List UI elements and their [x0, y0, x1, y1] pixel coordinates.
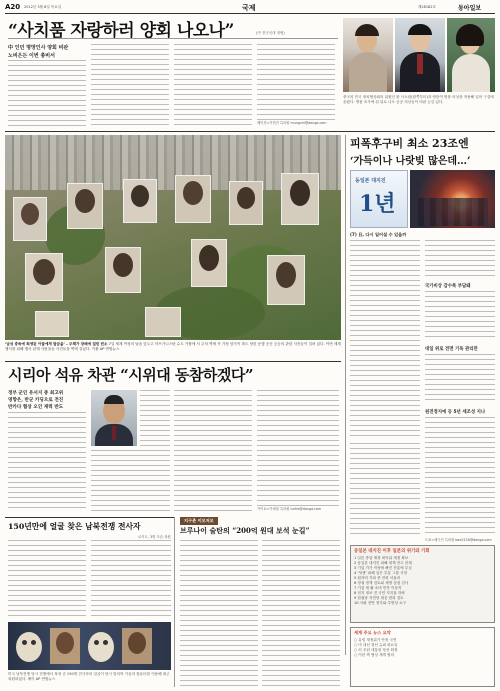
small-box-item: ○ 러 푸틴 대통령 당선 확정: [354, 648, 398, 652]
top-subhead-2: 노비은든 이번 총비서: [8, 53, 55, 59]
top-story-col-3: [174, 44, 252, 126]
syria-portrait: [91, 390, 137, 446]
feature-caption-text: 7일 세계 여성의 날을 앞두고 아프가니스탄 수도 카불에 서 주차 벽에 꼭 가정 암가족 복도 당한 동행 곳곳 등등의 관련 사진들이 걸려 있다. 이번 세계 행사를 위해 행사 관계 사람을들 사진들을 벽에 걸었다.: [5, 342, 341, 351]
feature-caption-sub: 주책가 장배에 걸린 빈소: [69, 342, 108, 346]
lower-divider: [174, 517, 175, 687]
small-box: [350, 627, 495, 687]
japan-byline-end: 도쿄=배극인 특파원 bae2150@donga.com: [425, 538, 492, 542]
syria-subhead-2: 영향은, 반군 카딩으로 전진: [8, 398, 64, 403]
top-byline: 베이징=이헌진 특파원 mungchi@donga.com: [257, 121, 327, 125]
japan-section-b: 대일 위로 전면 기독 관리만: [425, 347, 478, 352]
small-box-item: ○ 미 대선 경선 슈퍼 화요일: [354, 643, 398, 647]
sidebar-item: 9 집권당 자민당 대응 변화 검토: [354, 596, 404, 600]
excavation-col-2: [91, 540, 171, 618]
japan-badge-label: 동일본 대지진: [355, 178, 386, 184]
feature-credit: 카불 AP 연합뉴스: [91, 347, 120, 351]
right-column-divider: [345, 135, 346, 655]
small-box-list: [354, 638, 493, 658]
sidebar-box-list: [354, 556, 493, 606]
excavation-rule: [5, 517, 175, 518]
feature-photo: [5, 135, 341, 340]
japan-col-2c: [425, 354, 495, 404]
sidebar-item: 6 정권 정책 검토와 재생 점점 검사: [354, 581, 409, 585]
japan-section-a: 국가비상 감수록 부담돼: [425, 284, 471, 289]
sidebar-box: [350, 545, 495, 623]
syria-col-2a: [140, 390, 170, 446]
sidebar-item: 2 동일본 대지진 피해 대책 잔고 한계: [354, 561, 412, 565]
excavation-headline: 150년만에 얼굴 찾은 남북전쟁 전사자: [8, 522, 141, 531]
feature-caption: [5, 342, 341, 352]
syria-col-3: [174, 390, 252, 512]
japan-col-2b: [425, 291, 495, 341]
feature-caption-bold: ‘남성 중독에 희생된 아들에게 달금을’ –: [5, 342, 68, 346]
page-number: A20: [5, 3, 21, 11]
section-title: 국제: [242, 4, 256, 12]
japan-col-1b: [350, 443, 420, 535]
sidebar-item: 10 사회 전반 정부와 투명성 요구: [354, 601, 406, 605]
syria-headline: 시리아 석유 차관 “시위대 동참하겠다”: [8, 366, 253, 384]
excavation-photo: [8, 622, 171, 670]
japan-col-1: [350, 240, 420, 438]
syria-col-2: [91, 450, 170, 512]
japan-byline: (7) 日, 다시 일어설 수 있을까: [350, 232, 407, 237]
syria-col-4: [257, 390, 339, 506]
excavation-headline-note: 로이트, 3명 모습 복원: [138, 535, 171, 539]
sidebar-item: 5 원자력 기타 중 전화 서둘러: [354, 576, 401, 580]
japan-badge: [350, 170, 408, 228]
japan-badge-year: 1년: [359, 191, 396, 217]
top-story-col-2: [91, 44, 169, 126]
japan-subhead: ‘가득이나 나랏빚 많은데…’: [350, 156, 471, 167]
sidebar-item: 3 기업 가가 작성에 빠진 진흥에 부심: [354, 566, 412, 570]
korea-col-2: [262, 540, 340, 687]
top-headline: “사치품 자랑하러 양회 나오나”: [8, 21, 234, 41]
japan-headline: 피폭후구비 최소 23조엔: [350, 137, 469, 150]
header-rule: [5, 13, 495, 14]
syria-col-1: [8, 412, 86, 512]
sidebar-box-title: 동일본 대지진 이후 일본의 위기와 기회: [354, 549, 430, 554]
top-headline-note: (中 전국인대 정협): [256, 31, 285, 35]
top-story-col-1: [8, 60, 86, 126]
excavation-photo-caption: 미국 남북전쟁 당시 전쟁에서 복귀 순 150명 전사자의 얼굴이 당시 법의학 기술과 컴퓨터를 이용해 최근 복원되었다. 베이 AP 연합뉴스: [8, 672, 170, 682]
syria-rule: [5, 361, 341, 362]
korea-headline: 브루나이 술탄의 “200억 원대 보석 눈길”: [180, 526, 310, 535]
portrait-photo-1: [343, 18, 393, 92]
date-line: 2012년 3월 8일 목요일: [24, 5, 61, 9]
top-photo-caption: 중국의 전국 정치협상회의 위원인 왕 사오란(왼쪽부터)과 양란이 명품 의상을 착용해 입어 구설에 올랐다. 명품 조사에 뒤 뒤로 나오 공공 의상들이 비판 눈길 있다.: [343, 95, 494, 105]
sidebar-item: 7 기업 새 활 소비 만족 이상적: [354, 586, 402, 590]
issue-number: 제28182호: [418, 5, 436, 9]
small-box-item: ○ 이란 핵 협상 재개 합의: [354, 653, 395, 657]
portrait-photo-3: [447, 18, 495, 92]
small-box-title: 세계 주요 뉴스 요약: [354, 630, 391, 635]
korea-col-1: [180, 540, 258, 687]
japan-section-c: 원전정지에 등 5년 세조성 지나: [425, 410, 486, 415]
korea-box-label: 지구촌 이모저모: [180, 517, 218, 525]
syria-subhead-1: 정부 군인 유서지 중 최고위: [8, 391, 64, 396]
top-headline-rule: [8, 38, 338, 39]
sidebar-item: 8 현지 정보 전 국민 지지율 하락: [354, 591, 405, 595]
japan-photo: [410, 170, 495, 228]
sidebar-item: 4 ‘닷센’ 피해 입은 부흥 그룹 사장: [354, 571, 408, 575]
syria-byline: 카이로=이세형 특파원 turtle@donga.com: [257, 507, 322, 511]
syria-subhead-3: 반카다 협상 오인 재력 반도: [8, 405, 64, 410]
portrait-photo-2: [395, 18, 445, 92]
excavation-col-1: [8, 540, 86, 618]
top-subhead-1: 中 인민 명망인사 양회 비판: [8, 45, 69, 51]
sidebar-item: 1 일본 중앙 재정 최악위 재정 확보: [354, 556, 409, 560]
top-story-rule: [5, 131, 495, 132]
masthead: 동아일보: [458, 5, 482, 12]
japan-col-2d: [425, 417, 495, 535]
japan-col-2: [425, 240, 495, 278]
top-story-col-4: [257, 44, 335, 120]
small-box-item: ○ 유럽 재정위기 안정 국면: [354, 638, 397, 642]
